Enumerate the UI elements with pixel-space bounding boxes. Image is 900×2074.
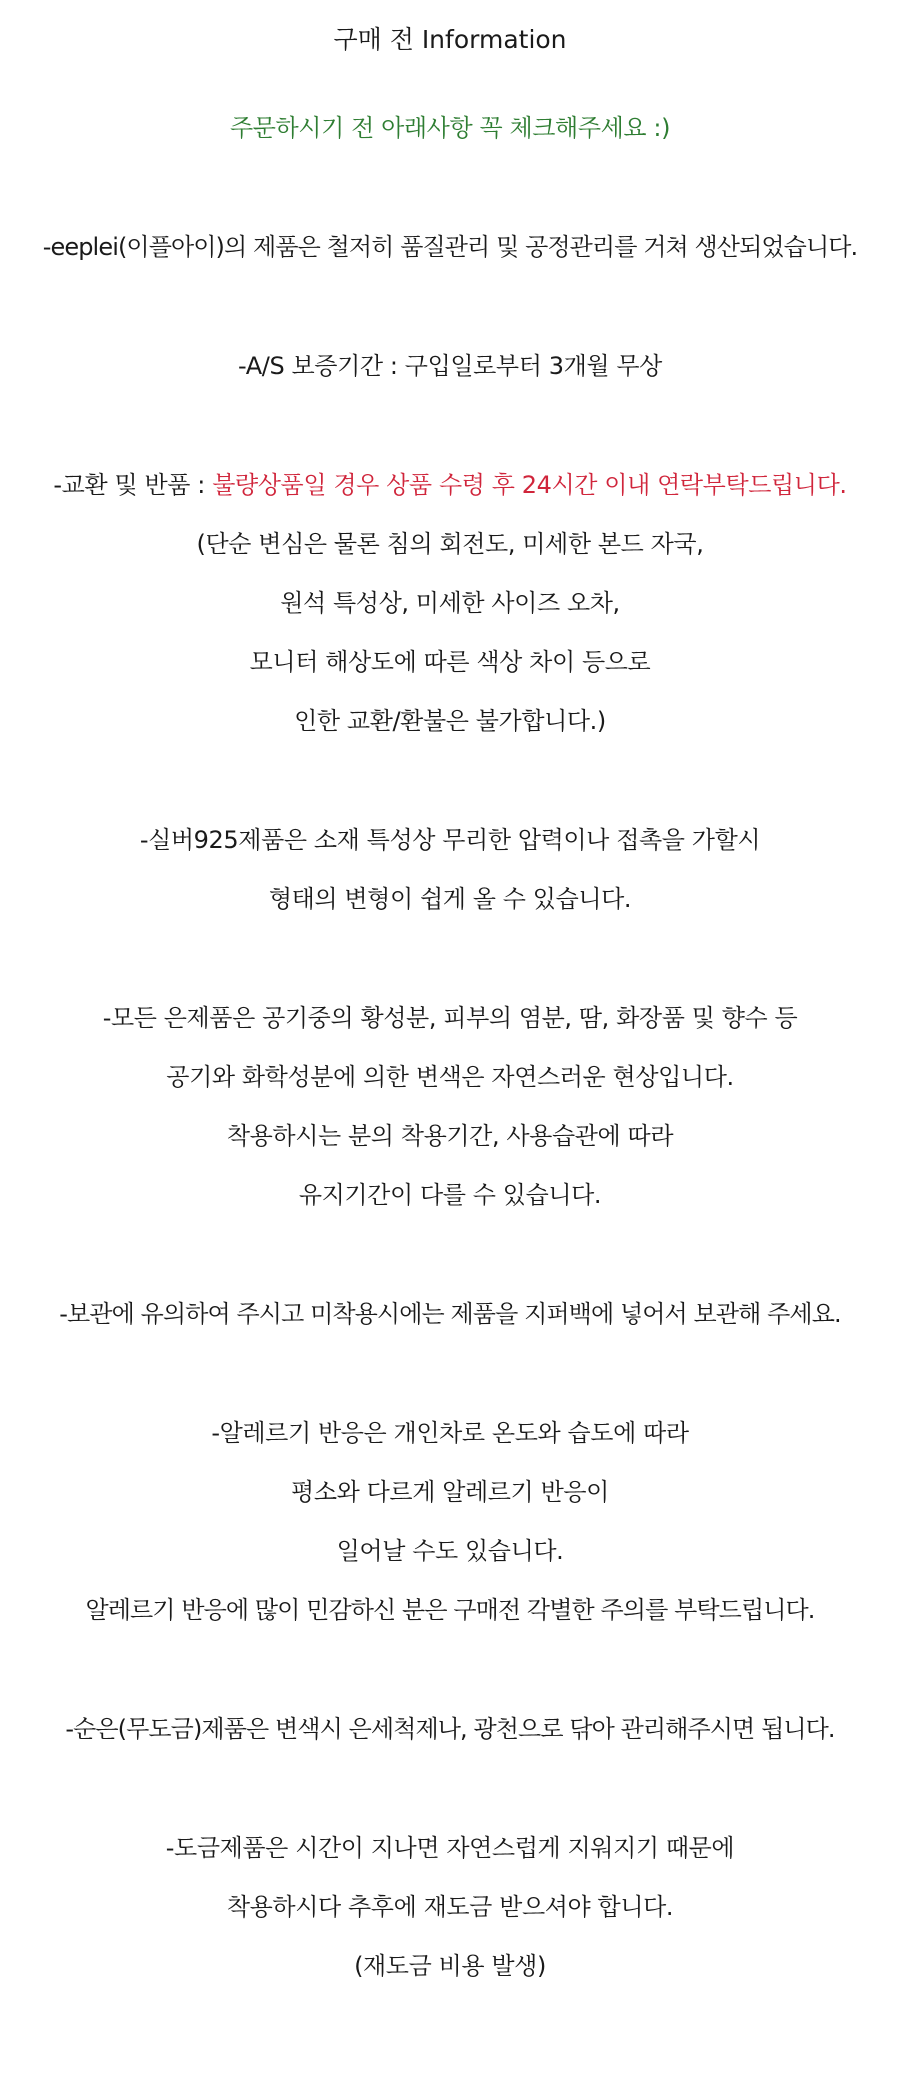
- exchange-highlight: 불량상품일 경우 상품 수령 후 24시간 이내 연락부탁드립니다.: [212, 471, 847, 499]
- discolor-line-4: 유지기간이 다를 수 있습니다.: [298, 1181, 602, 1209]
- discolor-line-3: 착용하시는 분의 착용기간, 사용습관에 따라: [226, 1122, 674, 1150]
- plating-line-1: -도금제품은 시간이 지나면 자연스럽게 지워지기 때문에: [165, 1834, 735, 1862]
- quality-text: -eeplei(이플아이)의 제품은 철저히 품질관리 및 공정관리를 거쳐 생산되었습니다.: [42, 233, 858, 261]
- exchange-detail-3: 모니터 해상도에 따른 색상 차이 등으로: [249, 648, 651, 676]
- silver-line-2: 형태의 변형이 쉽게 올 수 있습니다.: [268, 885, 632, 913]
- pure-silver-text: -순은(무도금)제품은 변색시 은세척제나, 광천으로 닦아 관리해주시면 됩니다.: [65, 1715, 835, 1743]
- allergy-line-4: 알레르기 반응에 많이 민감하신 분은 구매전 각별한 주의를 부탁드립니다.: [85, 1596, 815, 1624]
- exchange-line: [0, 470, 900, 500]
- exchange-prefix: -교환 및 반품 :: [53, 471, 213, 499]
- exchange-detail-2: 원석 특성상, 미세한 사이즈 오차,: [280, 589, 620, 617]
- allergy-line-3: 일어날 수도 있습니다.: [336, 1537, 564, 1565]
- notice-text: 주문하시기 전 아래사항 꼭 체크해주세요 :): [229, 114, 671, 142]
- warranty-text: -A/S 보증기간 : 구입일로부터 3개월 무상: [238, 352, 662, 380]
- discolor-line-1: -모든 은제품은 공기중의 황성분, 피부의 염분, 땀, 화장품 및 향수 등: [102, 1004, 798, 1032]
- exchange-detail-4: 인한 교환/환불은 불가합니다.): [294, 707, 606, 735]
- plating-line-3: (재도금 비용 발생): [354, 1952, 546, 1980]
- page-title: 구매 전 Information: [333, 25, 567, 54]
- discolor-line-2: 공기와 화학성분에 의한 변색은 자연스러운 현상입니다.: [166, 1063, 734, 1091]
- silver-line-1: -실버925제품은 소재 특성상 무리한 압력이나 접촉을 가할시: [139, 826, 761, 854]
- allergy-line-2: 평소와 다르게 알레르기 반응이: [291, 1478, 609, 1506]
- allergy-line-1: -알레르기 반응은 개인차로 온도와 습도에 따라: [211, 1419, 689, 1447]
- storage-text: -보관에 유의하여 주시고 미착용시에는 제품을 지퍼백에 넣어서 보관해 주세요.: [59, 1300, 841, 1328]
- plating-line-2: 착용하시다 추후에 재도금 받으셔야 합니다.: [226, 1893, 674, 1921]
- exchange-detail-1: (단순 변심은 물론 침의 회전도, 미세한 본드 자국,: [196, 530, 704, 558]
